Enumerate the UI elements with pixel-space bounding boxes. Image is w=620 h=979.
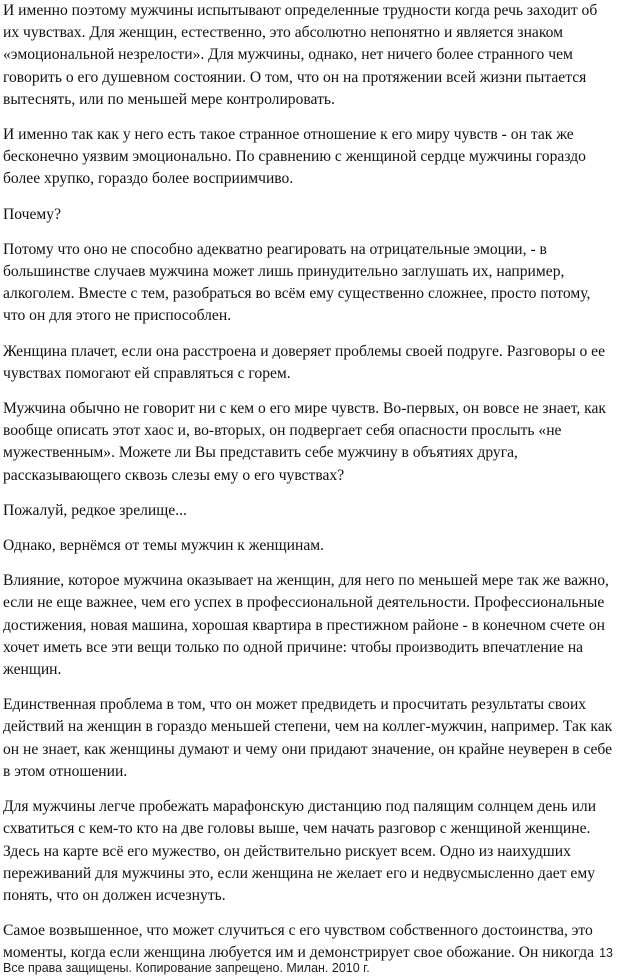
page-footer	[3, 946, 615, 976]
paragraph: Самое возвышенное, что может случиться с его чувством собственного достоинства, это моменты, когда если женщина любуется им и демонстрирует свое обожание. Он никогда	[3, 922, 595, 962]
paragraph: И именно так как у него есть такое странное отношение к его миру чувств - он так же бесконечно уязвим эмоционально. По сравнению с женщиной сердце мужчины гораздо более хрупко, гораздо более восприимчиво.	[3, 126, 586, 188]
paragraph: Потому что оно не способно адекватно реагировать на отрицательные эмоции, - в большинстве случаев мужчина может лишь принудительно заглушать их, например, алкоголем. Вместе с тем, разобраться во всём ему существенно сложнее, просто потому, что он для этого не приспособлен.	[3, 240, 591, 325]
paragraph: Однако, вернёмся от темы мужчин к женщинам.	[3, 537, 325, 555]
paragraph: Влияние, которое мужчина оказывает на женщин, для него по меньшей мере так же важно, если не еще важнее, чем его успех в профессиональной деятельности. Профессиональные достижения, новая машина, хорошая квартира в престижном районе - в конечном счете он хочет иметь все эти вещи только по одной причине: чтобы производить впечатление на женщин.	[3, 572, 609, 679]
paragraph: И именно поэтому мужчины испытывают определенные трудности когда речь заходит об их чувствах. Для женщин, естественно, это абсолютно непонятно и является знаком «эмоциональной незрелости». Для мужчины, однако, нет ничего более странного чем говорить о его душевном состоянии. О том, что он на протяжении всей жизни пытается вытеснять, или по меньшей мере контролировать.	[3, 2, 598, 108]
paragraph: Почему?	[3, 205, 62, 223]
document-body	[3, 0, 615, 978]
paragraph: Мужчина обычно не говорит ни с кем о его мире чувств. Во-первых, он вовсе не знает, как вообще описать этот хаос и, во-вторых, он подвергает себя опасности прослыть «не мужественным». Можете ли Вы представить себе мужчину в объятиях друга, рассказывающего сквозь слезы ему о его чувствах?	[3, 400, 606, 484]
paragraph: Женщина плачет, если она расстроена и доверяет проблемы своей подруге. Разговоры о ее чувствах помогают ей справляться с горем.	[3, 342, 606, 382]
paragraph: Для мужчины легче пробежать марафонскую дистанцию под палящим солнцем день или схватиться с кем-то кто на две головы выше, чем начать разговор с женщиной женщине. Здесь на карте всё его мужество, он действительно рискует всем. Одно из наихудших переживаний для мужчины это, если женщина не желает его и недвусмысленно дает ему понять, что он должен исчезнуть.	[3, 798, 597, 904]
paragraph: Пожалуй, редкое зрелище...	[3, 501, 187, 519]
document-page	[3, 0, 615, 979]
page-number: 13	[599, 946, 613, 960]
copyright-notice: Все права защищены. Копирование запрещено. Милан. 2010 г.	[3, 961, 370, 975]
paragraph: Единственная проблема в том, что он может предвидеть и просчитать результаты своих действий на женщин в гораздо меньшей степени, чем на коллег-мужчин, например. Так как он не знает, как женщины думают и чему они придают значение, он крайне неуверен в себе в этом отношении.	[3, 696, 613, 780]
